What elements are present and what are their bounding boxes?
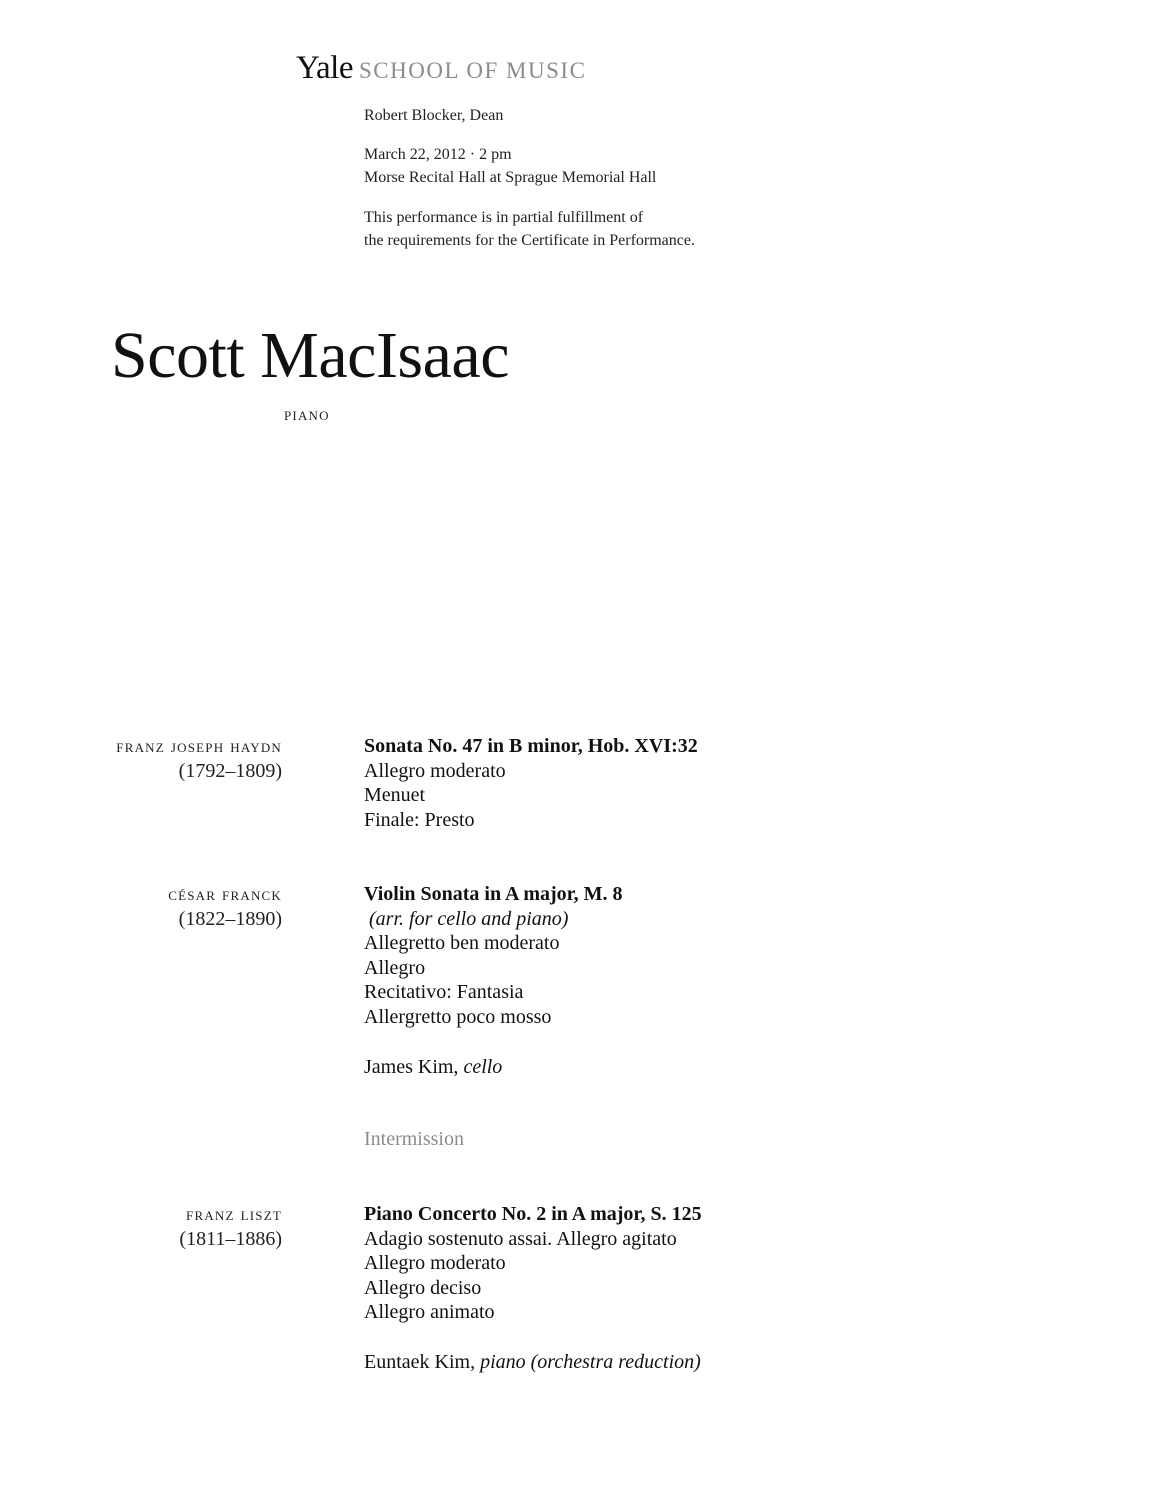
- composer-name: franz joseph haydn: [116, 736, 282, 757]
- composer-name: franz liszt: [186, 1204, 282, 1225]
- movement: Allegro animato: [364, 1301, 495, 1324]
- school-logo: [296, 50, 586, 87]
- event-venue: Morse Recital Hall at Sprague Memorial Hall: [364, 169, 657, 186]
- movement: Allegro: [364, 956, 426, 979]
- performer-name: Scott MacIsaac: [111, 319, 509, 392]
- event-date: March 22, 2012 · 2 pm: [364, 146, 512, 163]
- logo-yale-text: Yale: [296, 50, 353, 86]
- movement: Allegro moderato: [364, 1252, 506, 1275]
- work-title: Violin Sonata in A major, M. 8: [364, 883, 623, 905]
- work-franck: [364, 882, 623, 1079]
- dean-line: Robert Blocker, Dean: [364, 107, 504, 124]
- composer-dates: (1811–1886): [179, 1228, 282, 1250]
- composer-dates: (1822–1890): [178, 908, 282, 930]
- event-info: [364, 143, 656, 189]
- collaborator: [364, 1350, 702, 1375]
- intermission: Intermission: [364, 1128, 464, 1150]
- note-line-2: the requirements for the Certificate in Performance.: [364, 232, 695, 249]
- composer-liszt: [179, 1202, 282, 1252]
- performance-note: [364, 206, 695, 252]
- movement: Adagio sostenuto assai. Allegro agitato: [364, 1227, 677, 1250]
- work-liszt: [364, 1202, 702, 1375]
- collaborator: [364, 1055, 623, 1080]
- collaborator-role: piano (orchestra reduction): [480, 1350, 701, 1373]
- movement: Allegro deciso: [364, 1276, 482, 1299]
- performer-instrument: piano: [284, 404, 330, 425]
- composer-franck: [168, 882, 282, 932]
- composer-haydn: [116, 734, 282, 784]
- composer-dates: (1792–1809): [178, 760, 282, 782]
- work-title: Sonata No. 47 in B minor, Hob. XVI:32: [364, 735, 698, 757]
- movement: Allegro moderato: [364, 759, 506, 782]
- work-arrangement: (arr. for cello and piano): [369, 907, 569, 930]
- movement: Allergretto poco mosso: [364, 1005, 552, 1028]
- movement: Allegretto ben moderato: [364, 932, 560, 955]
- movement: Menuet: [364, 784, 426, 807]
- logo-school-text: SCHOOL OF MUSIC: [359, 58, 587, 83]
- movement: Finale: Presto: [364, 808, 475, 831]
- work-title: Piano Concerto No. 2 in A major, S. 125: [364, 1203, 702, 1225]
- work-haydn: [364, 734, 698, 832]
- collaborator-name: Euntaek Kim,: [364, 1350, 476, 1373]
- note-line-1: This performance is in partial fulfillment of: [364, 209, 644, 226]
- collaborator-role: cello: [463, 1055, 503, 1078]
- composer-name: césar franck: [168, 884, 282, 905]
- collaborator-name: James Kim,: [364, 1055, 459, 1078]
- movement: Recitativo: Fantasia: [364, 981, 524, 1004]
